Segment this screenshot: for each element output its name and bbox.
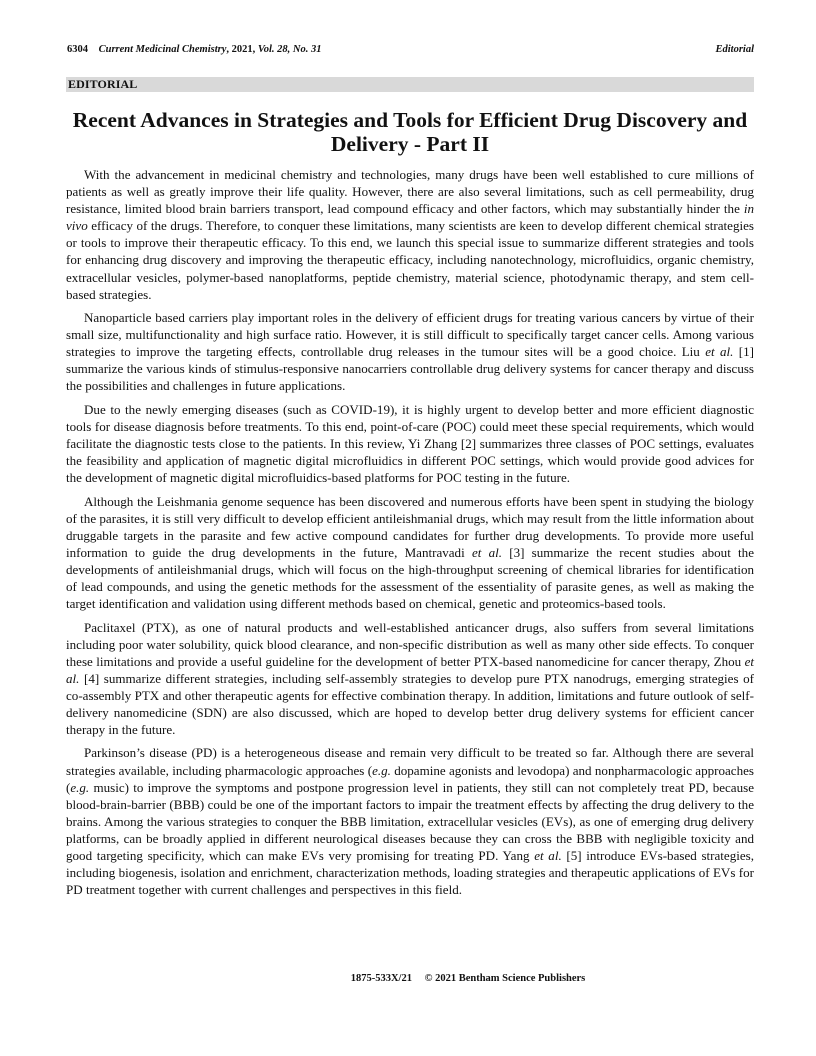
body-paragraph	[66, 401, 754, 486]
paragraph-text: Although the Leishmania genome sequence has been discovered and numerous efforts have been spent in studying the biology of the parasites, it is still very difficult to develop efficient antileishmanial drugs, which may result from the little information about druggable targets in the parasite and few active compound candidates for further drug developments. To provide more useful information to guide the drug developments in the future, Mantravadi	[66, 493, 754, 560]
paragraph-text: Paclitaxel (PTX), as one of natural products and well-established anticancer drugs, also suffers from several limitations including poor water solubility, quick blood clearance, and non-specific distribution as well as many other side effects. To conquer these limitations and provide a useful guideline for the development of better PTX-based nanomedicine for cancer therapy, Zhou	[66, 619, 754, 669]
italic-text: et al.	[66, 653, 754, 686]
paragraph-text: efficacy of the drugs. Therefore, to conquer these limitations, many scientists are keen to develop different chemical strategies or tools to improve their therapeutic efficacy. To this end, we launch this special issue to summarize different strategies and tools for enhancing drug discovery and improving the therapeutic efficacy, including nanotechnology, microfluidics, organic chemistry, extracellular vesicles, polymer-based nanoplatforms, peptide chemistry, material science, photodynamic therapy, and stem cell-based strategies.	[66, 218, 754, 302]
body-paragraph	[66, 744, 754, 898]
paragraph-text: music) to improve the symptoms and postpone progression level in patients, they still can not completely treat PD, because blood-brain-barrier (BBB) could be one of the important factors to impair the treatment effects by affecting the drug delivery to the brains. Among the various strategies to conquer the BBB limitation, extracellular vesicles (EVs), as one of emerging drug delivery platforms, can be broadly applied in different neurological diseases because they can cross the BBB with negligible toxicity and good targeting specificity, which can make EVs very promising for treating PD. Yang	[66, 779, 754, 864]
paragraph-text: [5] introduce EVs-based strategies, including biogenesis, isolation and enrichment, characterization methods, loading strategies and therapeutic applications of EVs for PD treatment together with current challenges and perspectives in this field.	[66, 848, 754, 898]
paragraph-text: [1] summarize the various kinds of stimulus-responsive nanocarriers controllable drug delivery systems for cancer therapy and discuss the possibilities and challenges in future applications.	[66, 344, 754, 394]
footer-issn: 1875-533X/21	[350, 973, 412, 984]
paragraph-text: Parkinson’s disease (PD) is a heterogeneous disease and remain very difficult to be treated so far. Although there are several strategies available, including pharmacologic approaches (	[66, 745, 754, 778]
paragraph-text: With the advancement in medicinal chemistry and technologies, many drugs have been well established to cure millions of patients as well as greatly improve their life quality. However, there are also several limitations, such as cell permeability, drug resistance, limited blood brain barriers transport, lead compound efficacy and other factors, which may substantially hinder the	[66, 167, 754, 217]
footer	[0, 973, 816, 984]
italic-text: e.g.	[372, 762, 391, 778]
body-paragraph	[66, 166, 754, 303]
body-paragraph	[66, 493, 754, 613]
italic-text: et al.	[534, 848, 562, 864]
italic-text: e.g.	[70, 779, 90, 795]
paragraph-text: [3] summarize the recent studies about the developments of antileishmanial drugs, which will focus on the high-throughput screening of chemical libraries for identification of lead compounds, and using the genetic methods for the assessment of the essentiality of parasite genes, as well as making the target identification and validation using different methods based on chemical, genetic and proteomics-based tools.	[66, 544, 754, 612]
body-paragraph	[66, 619, 754, 739]
paragraph-text: Nanoparticle based carriers play important roles in the delivery of efficient drugs for treating various cancers by virtue of their small size, multifunctionality and high surface ratio. However, it is still difficult to specifically target cancer cells. Among various strategies to improve the targeting effects, controllable drug releases in the tumour sites will be a good choice. Liu	[66, 310, 754, 360]
paragraph-text: [4] summarize different strategies, including self-assembly strategies to develop pure PTX nanodrugs, emerging strategies of co-assembly PTX and other therapeutic agents for effective combination therapy. In addition, limitations and future outlook of self-delivery nanomedicine (SDN) are also discussed, which are hoped to develop better drug delivery systems for efficient cancer therapy in the future.	[66, 670, 754, 738]
running-head	[67, 44, 754, 58]
article-body	[66, 166, 754, 905]
paragraph-text: Due to the newly emerging diseases (such as COVID-19), it is highly urgent to develop better and more efficient diagnostic tools for disease diagnosis before treatments. To this end, point-of-care (POC) could meet these special requirements, which would facilitate the diagnostic tests close to the patients. In this review, Yi Zhang [2] summarizes three classes of POC settings, evaluates the feasibility and application of magnetic digital microfluidics in different POC settings, which would provide good advices for the development of magnetic digital microfluidics-based platforms for POC testing in the future.	[66, 401, 754, 486]
journal-year: 2021,	[231, 44, 256, 55]
italic-text: in vivo	[66, 201, 754, 234]
italic-text: et al.	[471, 544, 502, 560]
section-band	[66, 77, 754, 92]
journal-name: Current Medicinal Chemistry	[98, 44, 227, 55]
running-head-left: 6304 Current Medicinal Chemistry, 2021, Vol. 28, No. 31	[67, 44, 322, 55]
body-paragraph	[66, 309, 754, 394]
article-title: Recent Advances in Strategies and Tools for Efficient Drug Discovery and Delivery - Part II	[72, 108, 748, 156]
running-head-section: Editorial	[715, 44, 754, 55]
section-label: EDITORIAL	[68, 77, 138, 91]
page-number: 6304	[67, 44, 88, 55]
journal-volume: Vol. 28, No. 31	[257, 44, 322, 55]
footer-copyright: © 2021 Bentham Science Publishers	[424, 973, 586, 984]
italic-text: et al.	[705, 344, 734, 360]
paragraph-text: dopamine agonists and levodopa) and nonpharmacologic approaches (	[66, 762, 754, 795]
